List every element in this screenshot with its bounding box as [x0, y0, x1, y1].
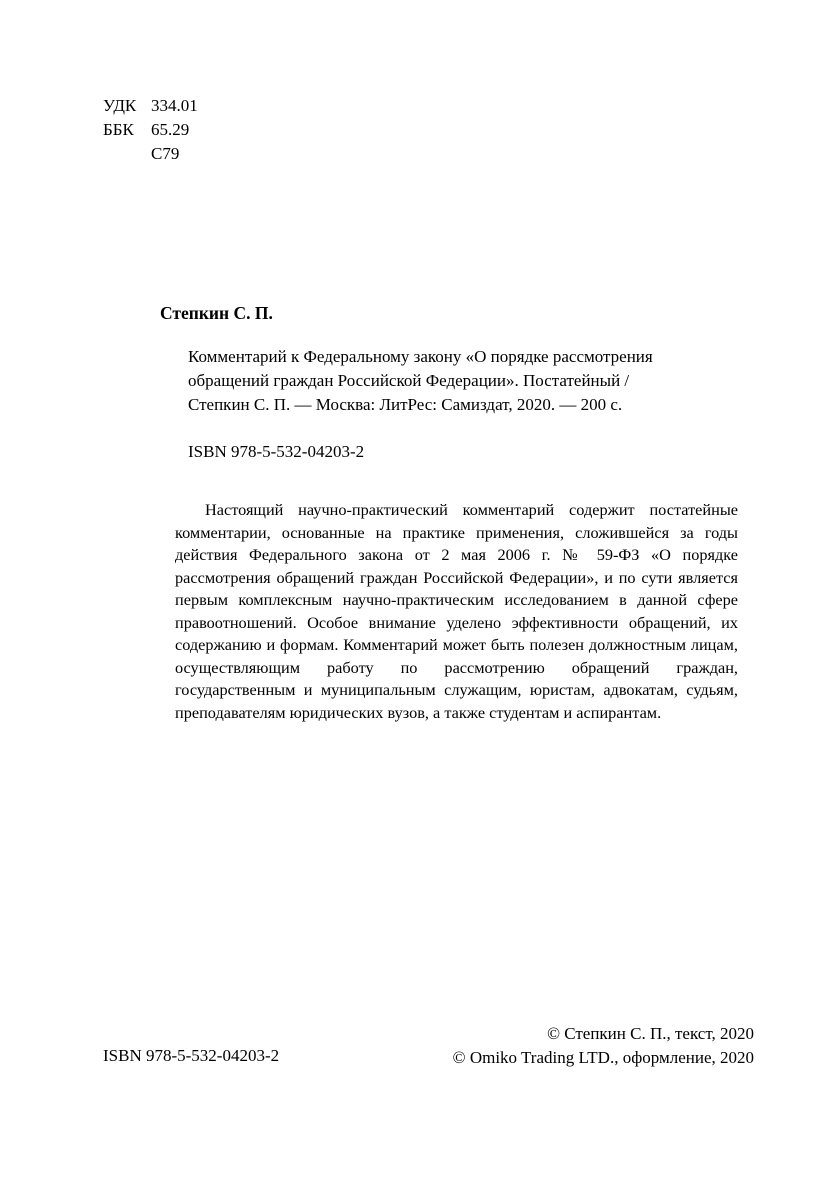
bbk-label: ББК — [103, 120, 134, 139]
copyright-design-line: © Omiko Trading LTD., оформление, 2020 — [452, 1048, 754, 1067]
bbk-row — [103, 118, 198, 142]
classification-codes — [103, 94, 198, 166]
udc-row — [103, 94, 198, 118]
abstract-paragraph: Настоящий научно-практический комментарий содержит постатейные комментарии, основанные на практике применения, сложившейся за годы действия Федерального закона от 2 мая 2006 г. № 59-ФЗ «О порядке рассмотрения обращений граждан Российской Федерации», и по сути является первым комплексным научно-практическим исследованием в данной сфере правоотношений. Особое внимание уделено эффективности обращений, их содержанию и формам. Комментарий может быть полезен должностным лицам, осуществляющим работу по рассмотрению обращений граждан, государственным и муниципальным служащим, юристам, адвокатам, судьям, преподавателям юридических вузов, а также студентам и аспирантам. — [175, 500, 738, 722]
author-mark-label — [103, 142, 151, 166]
copyright-block — [453, 1022, 754, 1070]
isbn-main: ISBN 978-5-532-04203-2 — [188, 442, 365, 461]
bbk-value: 65.29 — [151, 120, 190, 139]
author-mark-row — [103, 142, 198, 166]
description-line: Комментарий к Федеральному закону «О порядке рассмотрения — [188, 347, 653, 366]
bibliographic-description — [188, 345, 748, 417]
author-mark-value: С79 — [151, 144, 180, 163]
udc-value: 334.01 — [151, 96, 198, 115]
isbn-footer: ISBN 978-5-532-04203-2 — [103, 1046, 280, 1065]
description-line: обращений граждан Российской Федерации». Постатейный / — [188, 371, 630, 390]
description-line: Степкин С. П. — Москва: ЛитРес: Самиздат, 2020. — 200 с. — [188, 395, 623, 414]
udc-label: УДК — [103, 96, 137, 115]
author-name: Степкин С. П. — [160, 303, 273, 323]
copyright-text-line: © Степкин С. П., текст, 2020 — [547, 1024, 754, 1043]
